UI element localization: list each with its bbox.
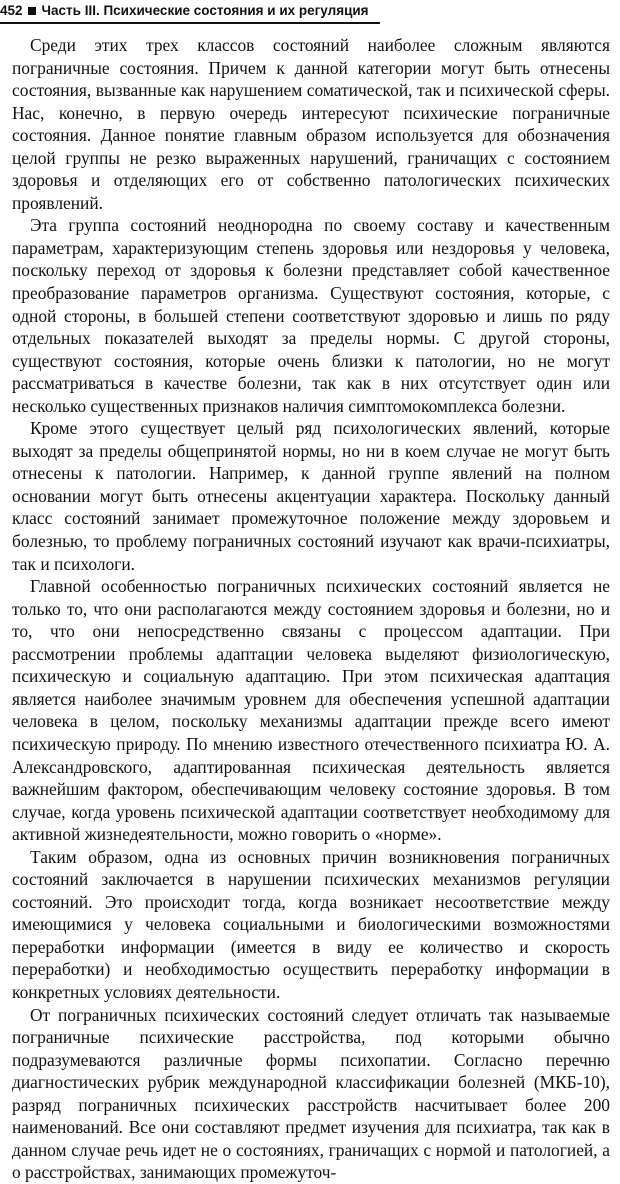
paragraph: Среди этих трех классов состояний наиболее сложным являются пограничные состояния. Причем к данной категории могут быть отнесены состояния, вызванные как нарушением соматической, так и психической сферы. Нас, конечно, в первую очередь интересуют психические пограничные состояния. Данное понятие главным образом используется для обозначения целой группы не резко выраженных нарушений, граничащих с состоянием здоровья и отделяющих его от собственно патологических психических проявлений. <box>12 35 610 213</box>
section-title: Часть III. Психические состояния и их регуляция <box>41 3 369 18</box>
square-bullet-icon <box>28 7 36 15</box>
body-text <box>12 34 610 1184</box>
paragraph: От пограничных психических состояний следует отличать так называемые пограничные психические расстройства, под которыми обычно подразумеваются различные формы психопатии. Согласно перечню диагностических рубрик международной классификации болезней (МКБ-10), разряд пограничных психических расстройств насчитывает более 200 наименований. Все они составляют предмет изучения для психиатра, так как в данном случае речь идет не о состояниях, граничащих с нормой и патологией, а о расстройствах, занимающих промежуточ- <box>12 1004 610 1183</box>
paragraph: Кроме этого существует целый ряд психологических явлений, которые выходят за пределы общепринятой нормы, но ни в коем случае не могут быть отнесены к патологии. Например, к данной группе явлений на полном основании могут быть отнесены акцентуации характера. Поскольку данный класс состояний занимает промежуточное положение между здоровьем и болезнью, то проблему пограничных состояний изучают как врачи-психиатры, так и психологи. <box>12 418 610 574</box>
paragraph: Эта группа состояний неоднородна по своему составу и качественным параметрам, характеризующим степень здоровья или нездоровья у человека, поскольку переход от здоровья к болезни представляет собой качественное преобразование параметров организма. Существуют состояния, которые, с одной стороны, в большей степени соответствуют здоровью и лишь по ряду отдельных показателей выходят за пределы нормы. С другой стороны, существуют состояния, которые очень близки к патологии, но не могут рассматриваться в качестве болезни, так как в них отсутствует один или несколько существенных признаков наличия симптомокомплекса болезни. <box>12 215 610 416</box>
paragraph: Главной особенностью пограничных психических состояний является не только то, что они располагаются между состоянием здоровья и болезни, но и то, что они непосредственно связаны с процессом адаптации. При рассмотрении проблемы адаптации человека выделяют физиологическую, психическую и социальную адаптацию. При этом психическая адаптация является наиболее значимым уровнем для обеспечения успешной адаптации человека в целом, поскольку механизмы адаптации прежде всего имеют психическую природу. По мнению известного отечественного психиатра Ю. А. Александровского, адаптированная психическая деятельность является важнейшим фактором, обеспечивающим человеку состояние здоровья. В том случае, когда уровень психической адаптации соответствует необходимому для активной жизнедеятельности, можно говорить о «норме». <box>12 576 610 845</box>
running-header <box>0 0 380 24</box>
paragraph: Таким образом, одна из основных причин возникновения пограничных состояний заключается в нарушении психических механизмов регуляции состояний. Это происходит тогда, когда возникает несоответствие между имеющимися у человека социальными и биологическими возможностями переработки информации (имеется в виду ее количество и скорость переработки) и необходимостью осуществить переработку информации в конкретных условиях деятельности. <box>12 846 610 1002</box>
page-number: 452 <box>0 3 23 18</box>
